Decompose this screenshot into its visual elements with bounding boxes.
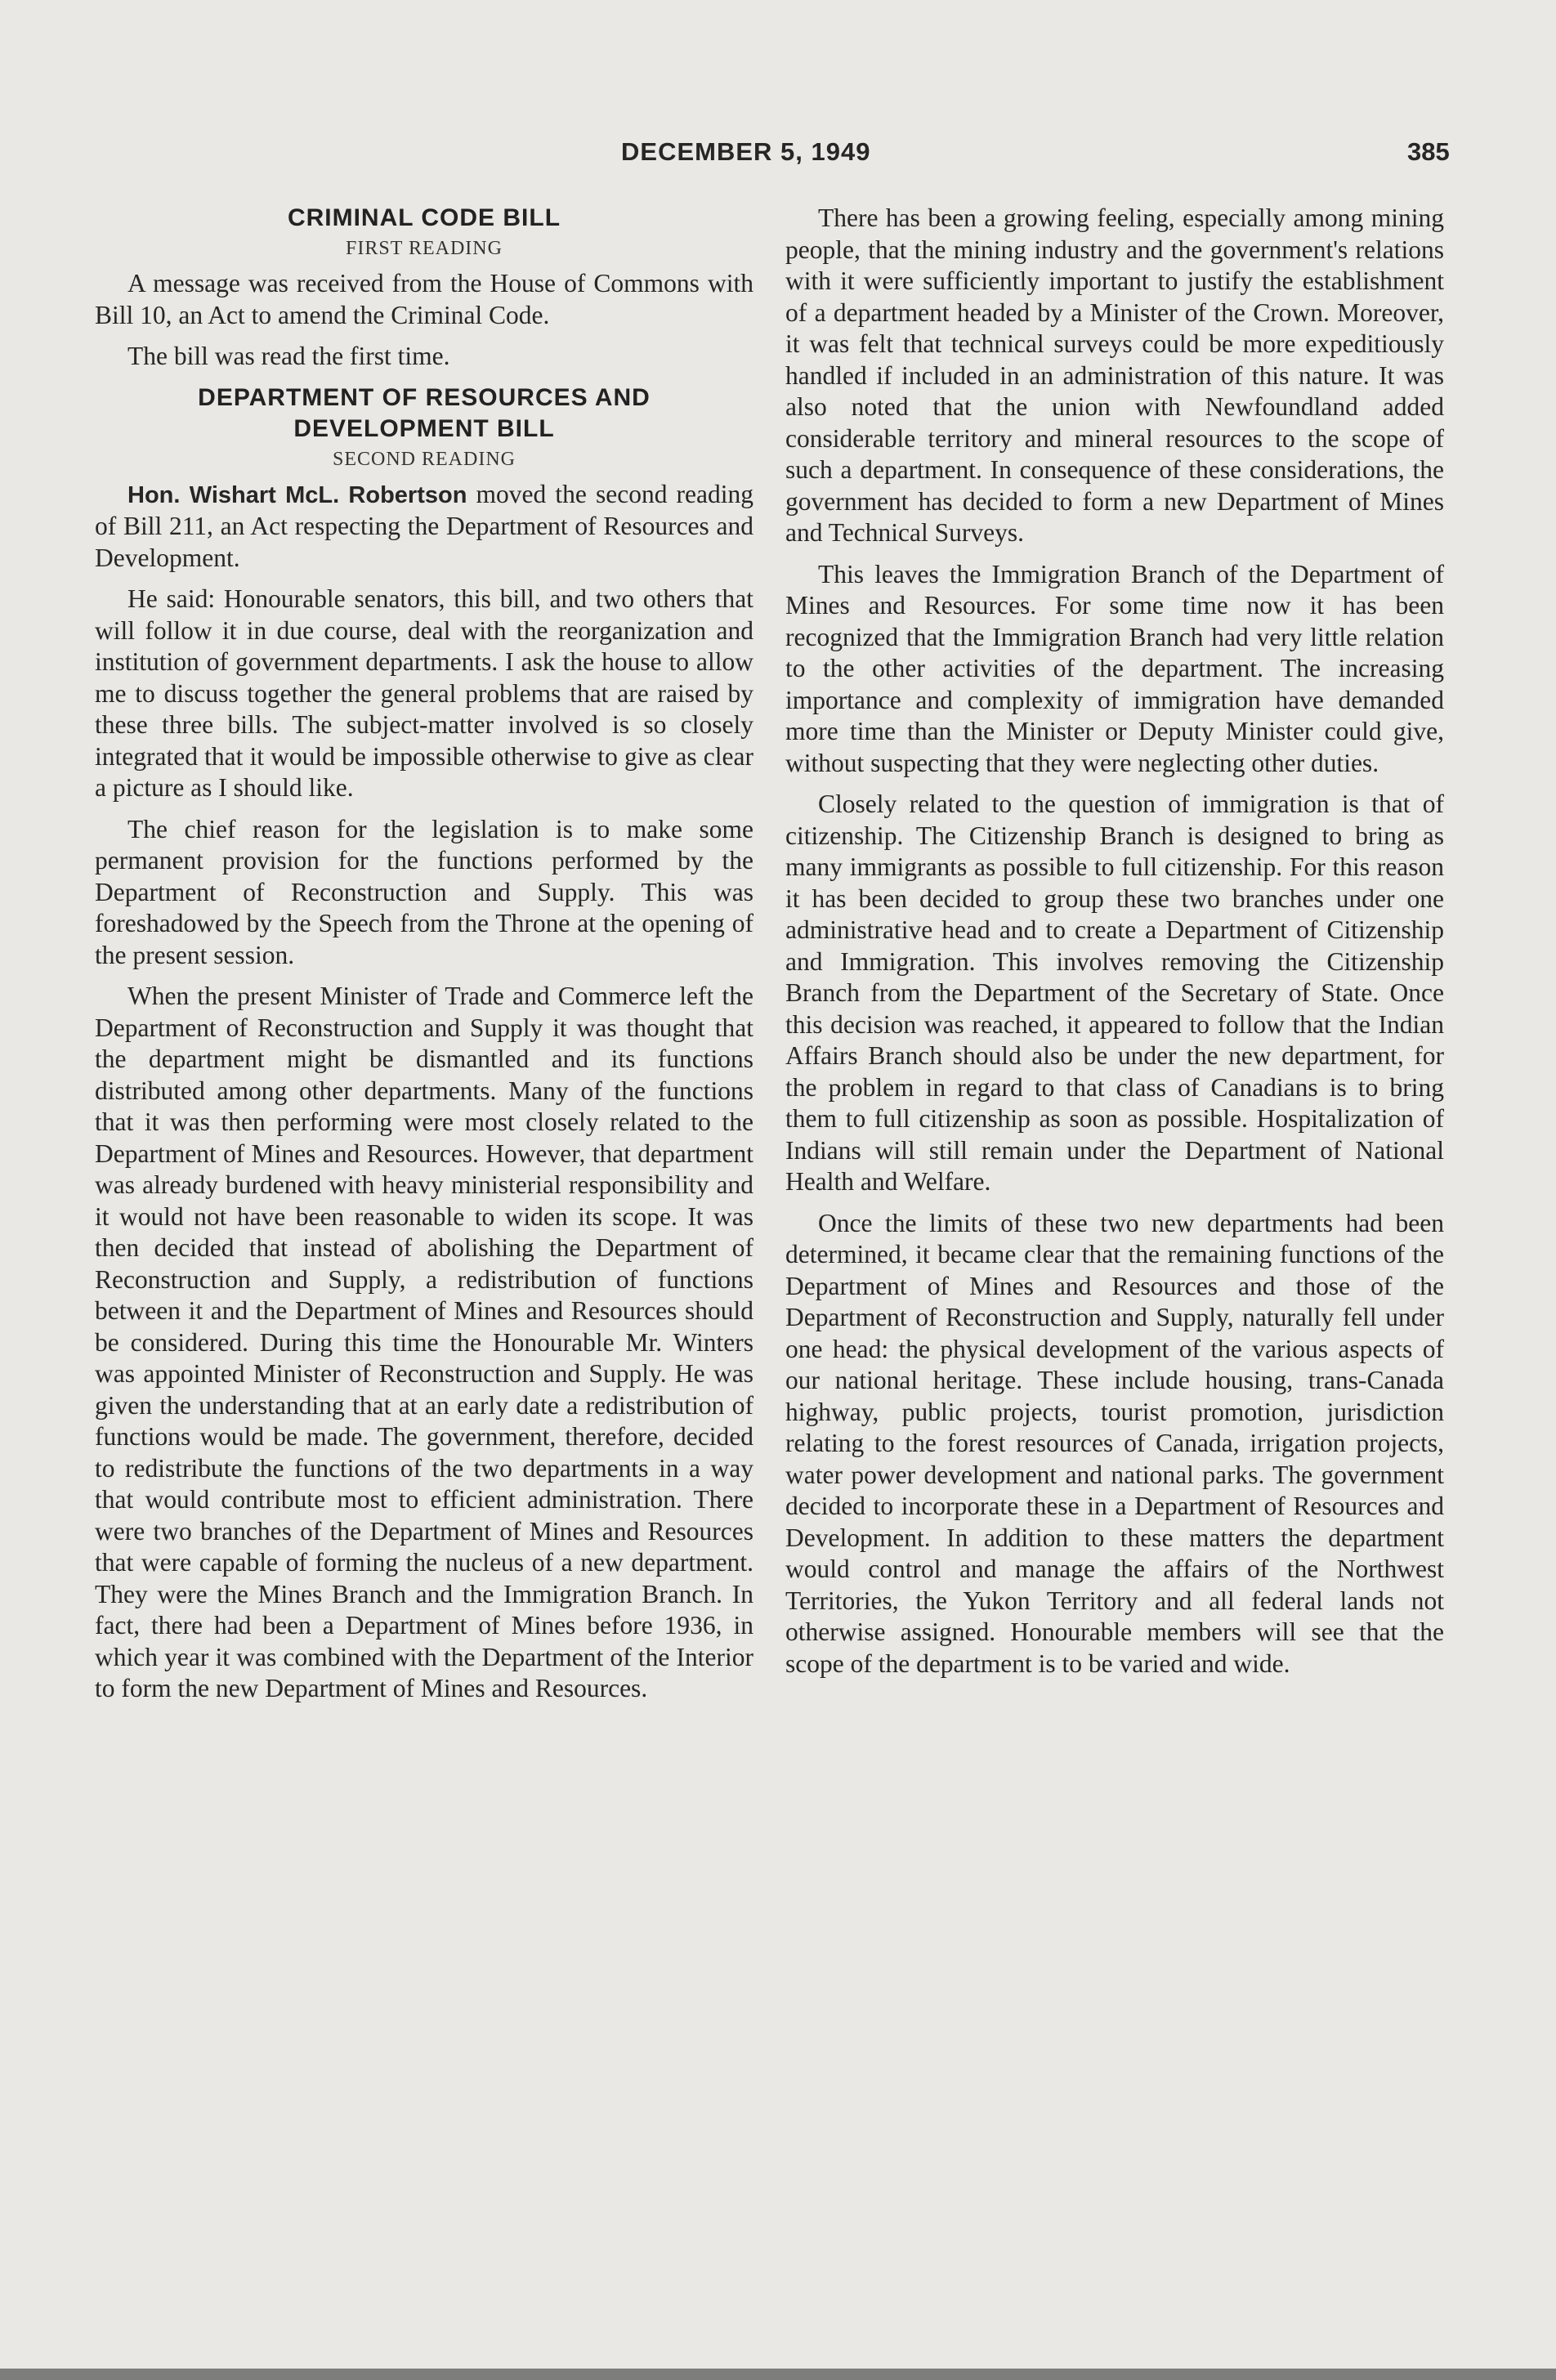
paragraph: Closely related to the question of immigration is that of citizenship. The Citizenship Branch is designed to bring as many immigrants as possible to full citizenship. For this reason it has been decided to group these two branches under one administrative head and to create a Department of Citizenship and Immigration. This involves removing the Citizenship Branch from the Department of the Secretary of State. Once this decision was reached, it appeared to follow that the Indian Affairs Branch should also be under the new department, for the problem in regard to that class of Canadians is to bring them to full citizenship as soon as possible. Hospitalization of Indians will still remain under the Department of National Health and Welfare. (785, 790, 1444, 1196)
page-number: 385 (1407, 137, 1450, 166)
paragraph: There has been a growing feeling, especially among mining people, that the mining industry and the government's relations with it were sufficiently important to justify the establishment of a department headed by a Minister of the Crown. Moreover, it was felt that technical surveys could be more expeditiously handled if included in an administration of this nature. It was also noted that the union with Newfoundland added considerable territory and mineral resources to the scope of such a department. In consequence of these considerations, the government has decided to form a new Department of Mines and Technical Surveys. (785, 204, 1444, 547)
section-title-resources-line2: DEVELOPMENT BILL (293, 414, 555, 442)
paragraph: The bill was read the first time. (127, 342, 450, 370)
header-date: DECEMBER 5, 1949 (621, 137, 871, 166)
paragraph: A message was received from the House of Commons with Bill 10, an Act to amend the Criminal Code. (95, 269, 753, 329)
paragraph: When the present Minister of Trade and Commerce left the Department of Reconstruction and Supply it was thought that the department might be dismantled and its functions distributed among other departments. Many of the functions that it was then performing were most closely related to the Department of Mines and Resources. However, that department was already burdened with heavy ministerial responsibility and it would not have been reasonable to widen its scope. It was then decided that instead of abolishing the Department of Reconstruction and Supply, a redistribution of functions between it and the Department of Mines and Resources should be considered. During this time the Honourable Mr. Winters was appointed Minister of Reconstruction and Supply. He was given the understanding that at an early date a redistribution of functions would be made. The government, therefore, decided to redistribute the functions of the two departments in a way that would contribute most to efficient administration. There were two branches of the Department of Mines and Resources that were capable of forming the nucleus of a new department. They were the Mines Branch and the Immigration Branch. In fact, there had been a Department of Mines before 1936, in which year it was combined with the Department of the Interior to form the new Department of Mines and Resources. (95, 982, 753, 1702)
speaker-name: Hon. Wishart McL. Robertson (127, 481, 467, 508)
left-column (95, 203, 753, 1715)
running-header (0, 137, 1556, 173)
section-subtitle-first-reading: FIRST READING (346, 238, 503, 259)
scan-edge (0, 2369, 1556, 2380)
paragraph: Once the limits of these two new departments had been determined, it became clear that the remaining functions of the Department of Mines and Resources and those of the Department of Reconstruction and Supply, naturally fell under one head: the physical development of the various aspects of our national heritage. These include housing, trans-Canada highway, public projects, tourist promotion, jurisdiction relating to the forest resources of Canada, irrigation projects, water power development and national parks. The government decided to incorporate these in a Department of Resources and Development. In addition to these matters the department would control and manage the affairs of the Northwest Territories, the Yukon Territory and all federal lands not otherwise assigned. Honourable members will see that the scope of the department is to be varied and wide. (785, 1208, 1444, 1678)
paragraph-motion (95, 479, 753, 575)
paragraph: He said: Honourable senators, this bill, and two others that will follow it in due course, deal with the reorganization and institution of government departments. I ask the house to allow me to discuss together the general problems that are raised by these three bills. The subject-matter involved is so closely integrated that it would be impossible otherwise to give as clear a picture as I should like. (95, 584, 753, 802)
paragraph: This leaves the Immigration Branch of the Department of Mines and Resources. For some time now it has been recognized that the Immigration Branch had very little relation to the other activities of the department. The increasing importance and complexity of immigration have demanded more time than the Minister or Deputy Minister could give, without suspecting that they were neglecting other duties. (785, 559, 1444, 777)
paragraph: The chief reason for the legislation is to make some permanent provision for the functions performed by the Department of Reconstruction and Supply. This was foreshadowed by the Speech from the Throne at the opening of the present session. (95, 814, 753, 969)
section-title-criminal-code: CRIMINAL CODE BILL (287, 204, 561, 231)
right-column (785, 203, 1444, 1689)
section-subtitle-second-reading: SECOND READING (333, 448, 516, 470)
section-title-resources-line1: DEPARTMENT OF RESOURCES AND (198, 383, 651, 411)
motion-text: moved the second reading of Bill 211, an Act respecting the Department of Resources and Development. (95, 479, 753, 572)
